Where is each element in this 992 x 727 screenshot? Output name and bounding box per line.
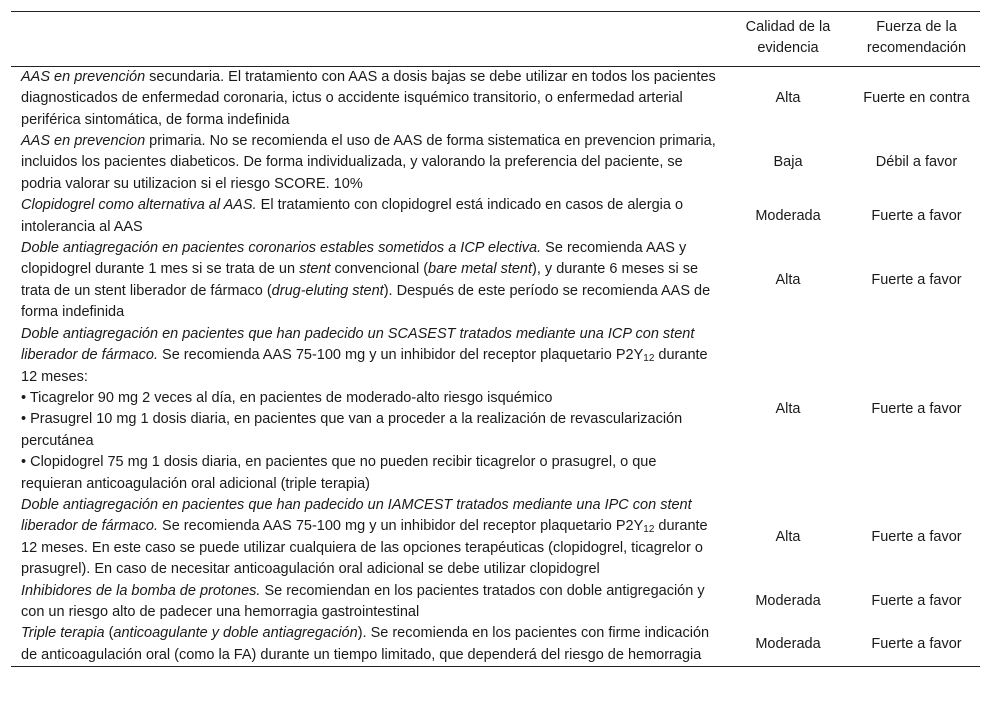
recommendation-text: durante 12 meses. En este caso se puede utilizar cualquiera de las opciones terapéuticas (clopidogrel, ticagrelor o prasugrel). En caso de necesitar anticoagulación oral adicional se debe utilizar clopidogrel bbox=[21, 518, 708, 578]
quality-cell: Alta bbox=[775, 400, 801, 417]
recommendation-cell bbox=[11, 324, 723, 495]
recommendation-cell bbox=[11, 195, 723, 238]
bullet-item-ticagrelor: • Ticagrelor 90 mg 2 veces al día, en pacientes de moderado-alto riesgo isquémico bbox=[21, 389, 553, 406]
table-header-row bbox=[11, 12, 980, 67]
quality-cell: Alta bbox=[775, 272, 801, 289]
table-row bbox=[11, 495, 980, 581]
bare-metal-term: bare metal stent bbox=[428, 261, 533, 278]
recommendation-cell bbox=[11, 623, 723, 666]
recommendation-cell bbox=[11, 581, 723, 624]
drug-eluting-term: drug-eluting stent bbox=[271, 282, 384, 299]
strength-cell: Fuerte a favor bbox=[871, 529, 962, 546]
strength-cell: Fuerte a favor bbox=[871, 207, 962, 224]
bullet-item-prasugrel: • Prasugrel 10 mg 1 dosis diaria, en pacientes que van a proceder a la realización de revascularización percutánea bbox=[21, 411, 683, 449]
parenthetical-term: anticoagulante y doble antiagregación bbox=[113, 625, 358, 642]
recommendation-cell bbox=[11, 131, 723, 195]
recommendation-title: Clopidogrel como alternativa al AAS. bbox=[21, 197, 257, 214]
stent-term: stent bbox=[299, 261, 331, 278]
table-row bbox=[11, 324, 980, 495]
recommendation-text: ), y durante 6 meses si se trata de un stent liberador de fármaco ( bbox=[21, 261, 699, 299]
recommendation-text: Se recomiendan en los pacientes tratados con doble antigregación y con un riesgo alto de padecer una hemorragia gastrointestinal bbox=[21, 582, 705, 620]
header-strength: Fuerza de la recomendación bbox=[866, 19, 967, 57]
header-recommendation bbox=[11, 12, 723, 67]
recommendation-title: Doble antiagregación en pacientes que han padecido un IAMCEST tratados mediante una IPC con stent liberador de fármaco. bbox=[21, 496, 692, 535]
receptor-subscript: 12 bbox=[643, 524, 655, 536]
recommendation-text: secundaria. El tratamiento con AAS a dosis bajas se debe utilizar en todos los pacientes diagnosticados de enfermedad coronaria, ictus o accidente isquémico transitorio, o enfermedad arterial periférica sintomática, de forma indefinida bbox=[21, 68, 716, 128]
recommendation-text: Se recomienda AAS 75-100 mg y un inhibidor del receptor plaquetario P2Y bbox=[158, 518, 644, 535]
header-quality: Calidad de la evidencia bbox=[745, 19, 831, 57]
recommendation-text: Se recomienda AAS y clopidogrel durante 1 mes si se trata de un bbox=[21, 240, 687, 278]
recommendation-text: El tratamiento con clopidogrel está indicado en casos de alergia o intolerancia al AAS bbox=[21, 197, 684, 235]
table-row bbox=[11, 195, 980, 238]
recommendation-title: Doble antiagregación en pacientes coronarios estables sometidos a ICP electiva. bbox=[21, 240, 542, 257]
table-row bbox=[11, 238, 980, 324]
recommendation-text: ( bbox=[104, 625, 114, 642]
strength-cell: Fuerte a favor bbox=[871, 593, 962, 610]
table-row bbox=[11, 66, 980, 131]
quality-cell: Moderada bbox=[755, 636, 821, 653]
quality-cell: Moderada bbox=[755, 207, 821, 224]
recommendation-text: ). Después de este período se recomienda AAS de forma indefinida bbox=[21, 282, 711, 321]
recommendation-cell bbox=[11, 495, 723, 581]
bullet-item-clopidogrel: • Clopidogrel 75 mg 1 dosis diaria, en pacientes que no pueden recibir ticagrelor o prasugrel, o que requieran anticoagulación oral adicional (triple terapia) bbox=[21, 454, 657, 492]
quality-cell: Baja bbox=[773, 154, 803, 171]
strength-cell: Fuerte a favor bbox=[871, 272, 962, 289]
strength-cell: Débil a favor bbox=[875, 154, 958, 171]
recommendation-title: Doble antiagregación en pacientes que han padecido un SCASEST tratados mediante una ICP con stent liberador de fármaco. bbox=[21, 325, 695, 364]
recommendation-cell bbox=[11, 66, 723, 131]
recommendation-text: primaria. No se recomienda el uso de AAS de forma sistematica en prevencion primaria, incluidos los pacientes diabeticos. De forma individualizada, y valorando la preferencia del paciente, se podria valorar su utilizacion si el riesgo SCORE. 10% bbox=[21, 133, 716, 192]
recommendation-title: Triple terapia bbox=[21, 625, 105, 642]
recommendations-table bbox=[11, 11, 980, 667]
recommendation-text: ). Se recomienda en los pacientes con firme indicación de anticoagulación oral (como la FA) durante un tiempo limitado, que dependerá del riesgo de hemorragia bbox=[21, 625, 710, 663]
recommendation-cell bbox=[11, 238, 723, 324]
table-row bbox=[11, 623, 980, 666]
recommendation-title: AAS en prevencion bbox=[21, 133, 146, 150]
receptor-subscript: 12 bbox=[643, 353, 655, 365]
strength-cell: Fuerte en contra bbox=[863, 90, 970, 107]
table-row bbox=[11, 581, 980, 624]
recommendations-table-container bbox=[11, 11, 980, 667]
strength-cell: Fuerte a favor bbox=[871, 400, 962, 417]
quality-cell: Alta bbox=[775, 529, 801, 546]
table-row bbox=[11, 131, 980, 195]
quality-cell: Alta bbox=[775, 90, 801, 107]
recommendation-title: AAS en prevención bbox=[21, 68, 146, 85]
recommendation-title: Inhibidores de la bomba de protones. bbox=[21, 582, 261, 599]
strength-cell: Fuerte a favor bbox=[871, 636, 962, 653]
recommendation-text: convencional ( bbox=[330, 261, 429, 278]
recommendation-text: durante 12 meses: bbox=[21, 347, 708, 385]
quality-cell: Moderada bbox=[755, 593, 821, 610]
recommendation-text: Se recomienda AAS 75-100 mg y un inhibidor del receptor plaquetario P2Y bbox=[158, 347, 644, 364]
